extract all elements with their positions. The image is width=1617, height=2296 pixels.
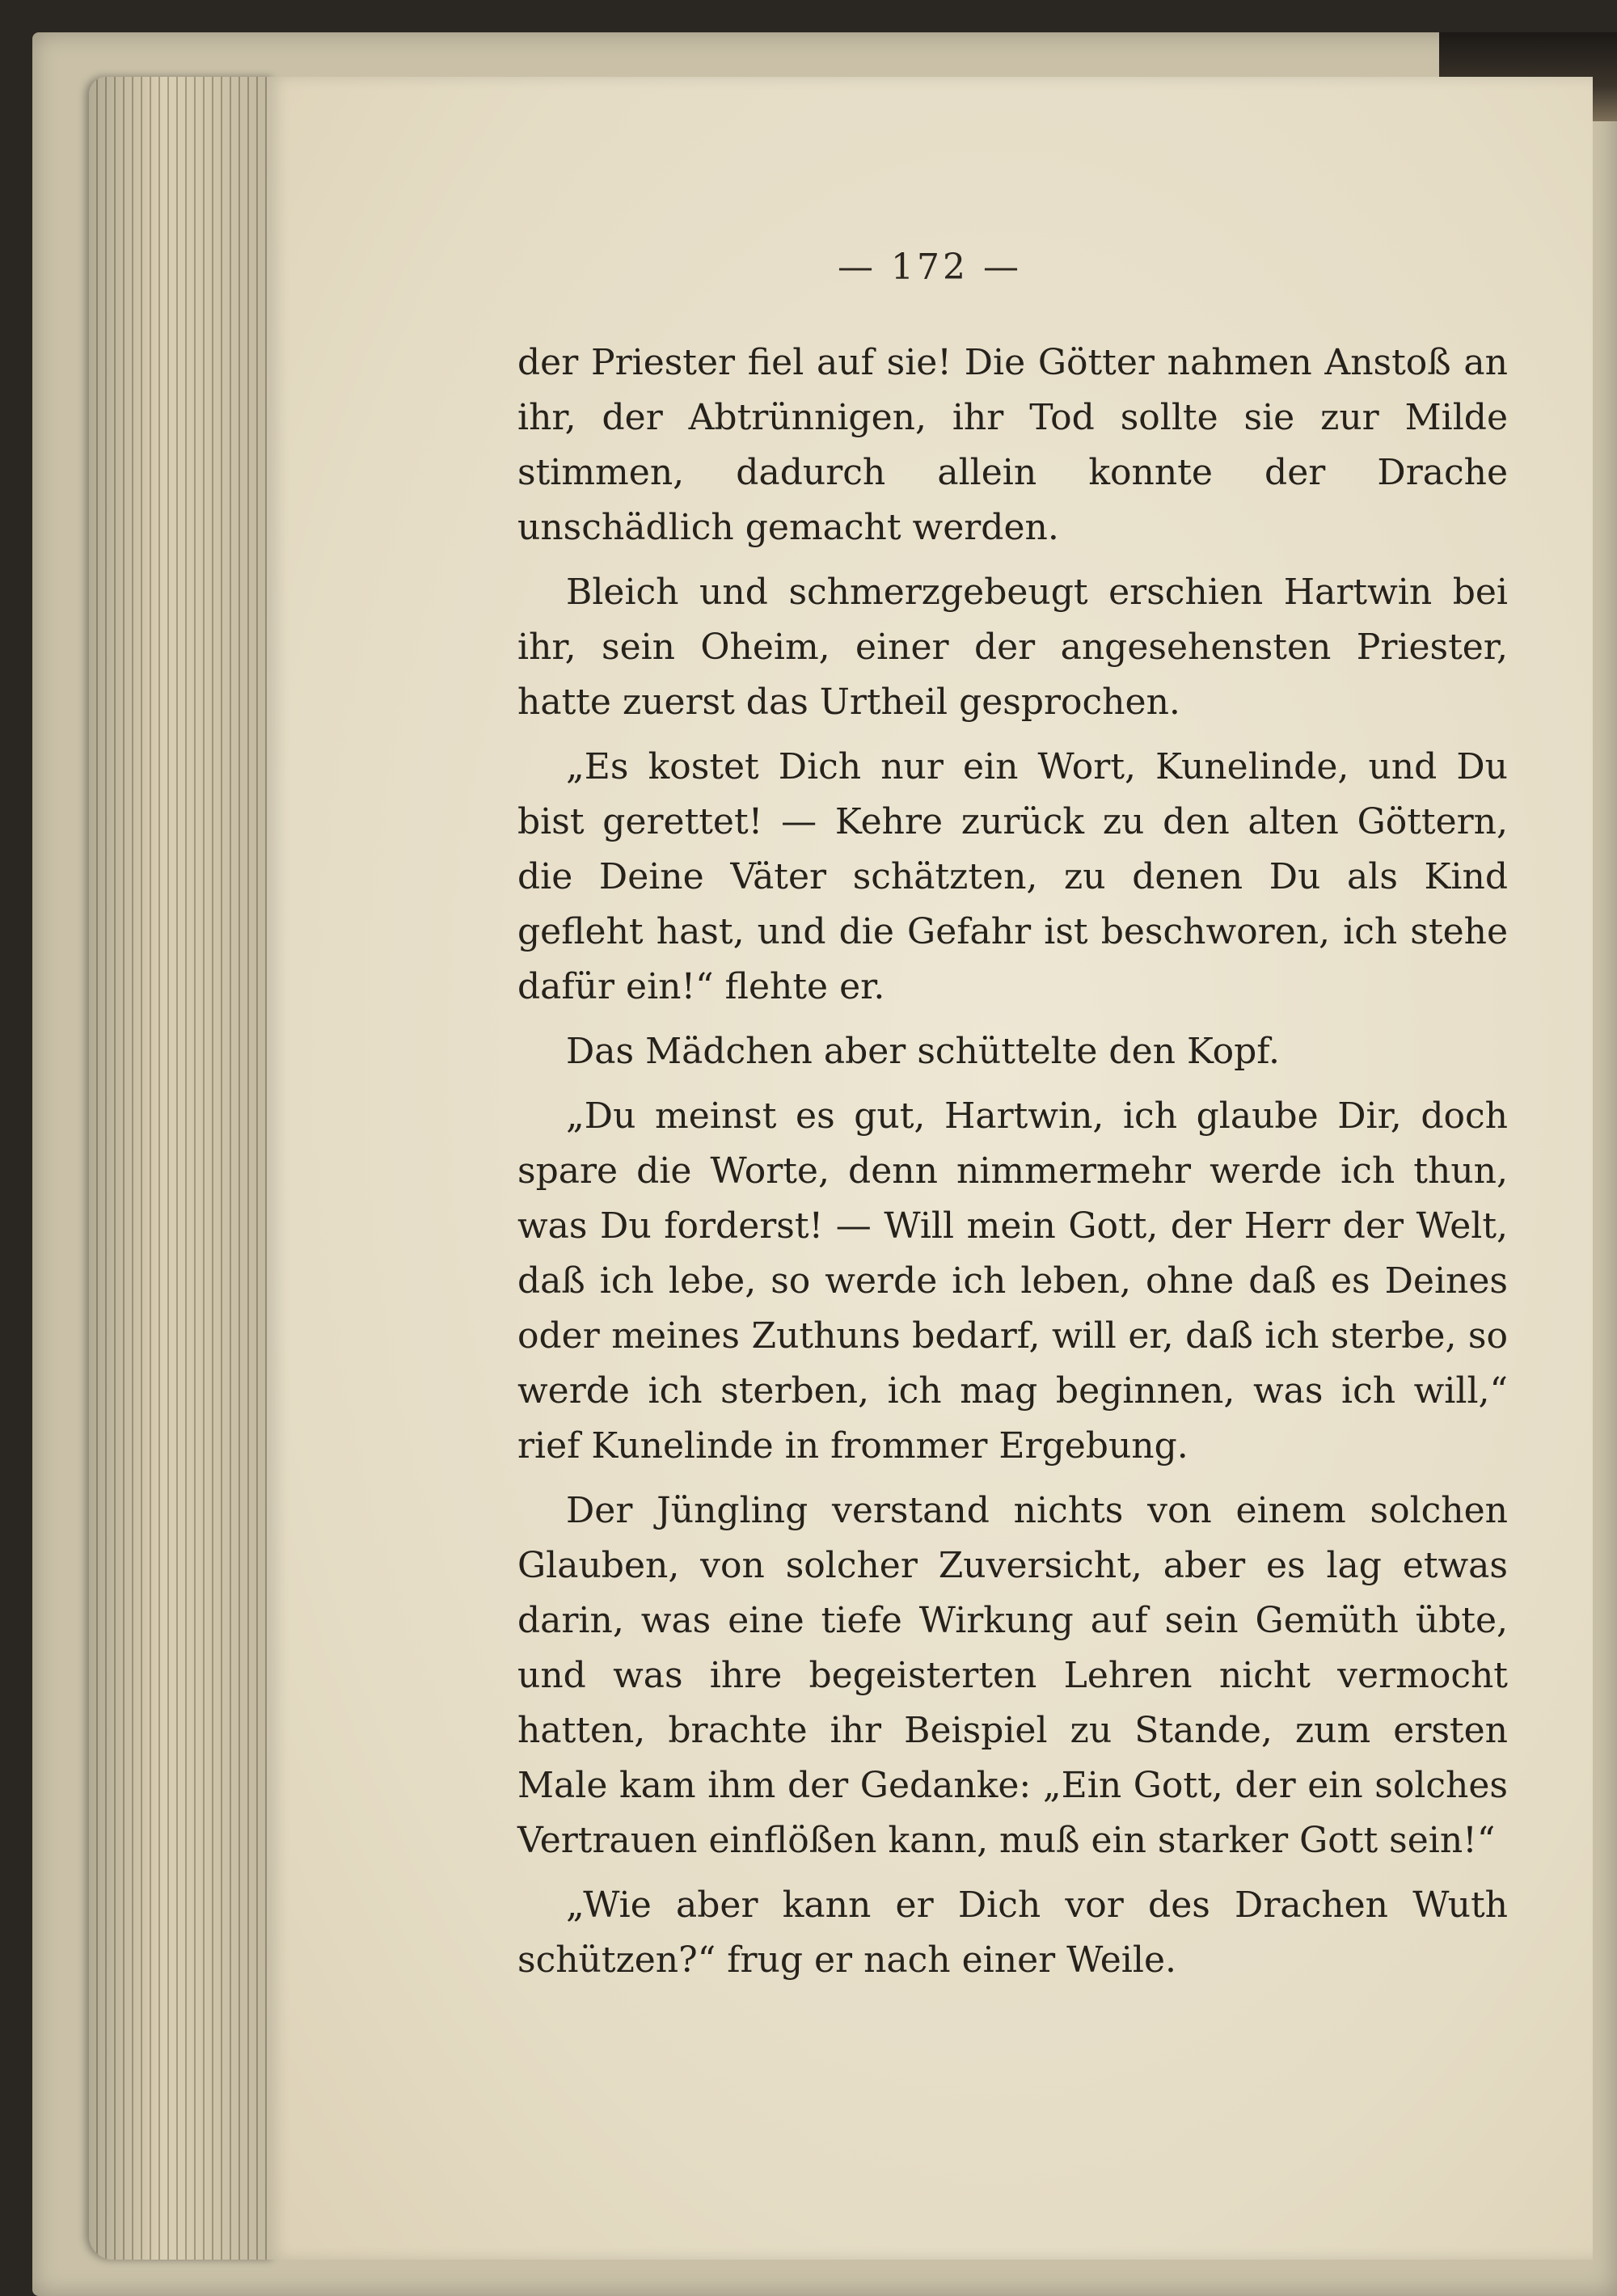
paragraph-3: „Es kostet Dich nur ein Wort, Kunelinde, und Du bist gerettet! — Kehre zurück zu den alten Göttern, die Deine Väter schätzten, zu denen Du als Kind gefleht hast, und die Gefahr ist beschworen, ich stehe dafür ein!“ flehte er. bbox=[517, 746, 1508, 1007]
page-text bbox=[517, 336, 1508, 1998]
book-page bbox=[267, 77, 1593, 2260]
paragraph-5: „Du meinst es gut, Hartwin, ich glaube Dir, doch spare die Worte, denn nimmermehr werde ich thun, was Du forderst! — Will mein Gott, der Herr der Welt, daß ich lebe, so werde ich leben, ohne daß es Deines oder meines Zuthuns bedarf, will er, daß ich sterbe, so werde ich sterben, ich mag beginnen, was ich will,“ rief Kunelinde in frommer Ergebung. bbox=[517, 1095, 1508, 1467]
paragraph-6: Der Jüngling verstand nichts von einem solchen Glauben, von solcher Zuversicht, aber es lag etwas darin, was eine tiefe Wirkung auf sein Gemüth übte, und was ihre begeisterten Lehren nicht vermocht hatten, brachte ihr Beispiel zu Stande, zum ersten Male kam ihm der Gedanke: „Ein Gott, der ein solches Vertrauen einflößen kann, muß ein starker Gott sein!“ bbox=[517, 1490, 1508, 1861]
page-edges bbox=[89, 77, 275, 2260]
paragraph-7: „Wie aber kann er Dich vor des Drachen Wuth schützen?“ frug er nach einer Weile. bbox=[517, 1884, 1508, 1981]
paragraph-2: Bleich und schmerzgebeugt erschien Hartwin bei ihr, sein Oheim, einer der angesehensten Priester, hatte zuerst das Urtheil gesprochen. bbox=[517, 572, 1508, 723]
page-number: — 172 — bbox=[838, 247, 1022, 288]
paragraph-4: Das Mädchen aber schüttelte den Kopf. bbox=[566, 1031, 1280, 1072]
paragraph-1: der Priester fiel auf sie! Die Götter nahmen Anstoß an ihr, der Abtrünnigen, ihr Tod sollte sie zur Milde stimmen, dadurch allein konnte der Drache unschädlich gemacht werden. bbox=[517, 342, 1508, 548]
